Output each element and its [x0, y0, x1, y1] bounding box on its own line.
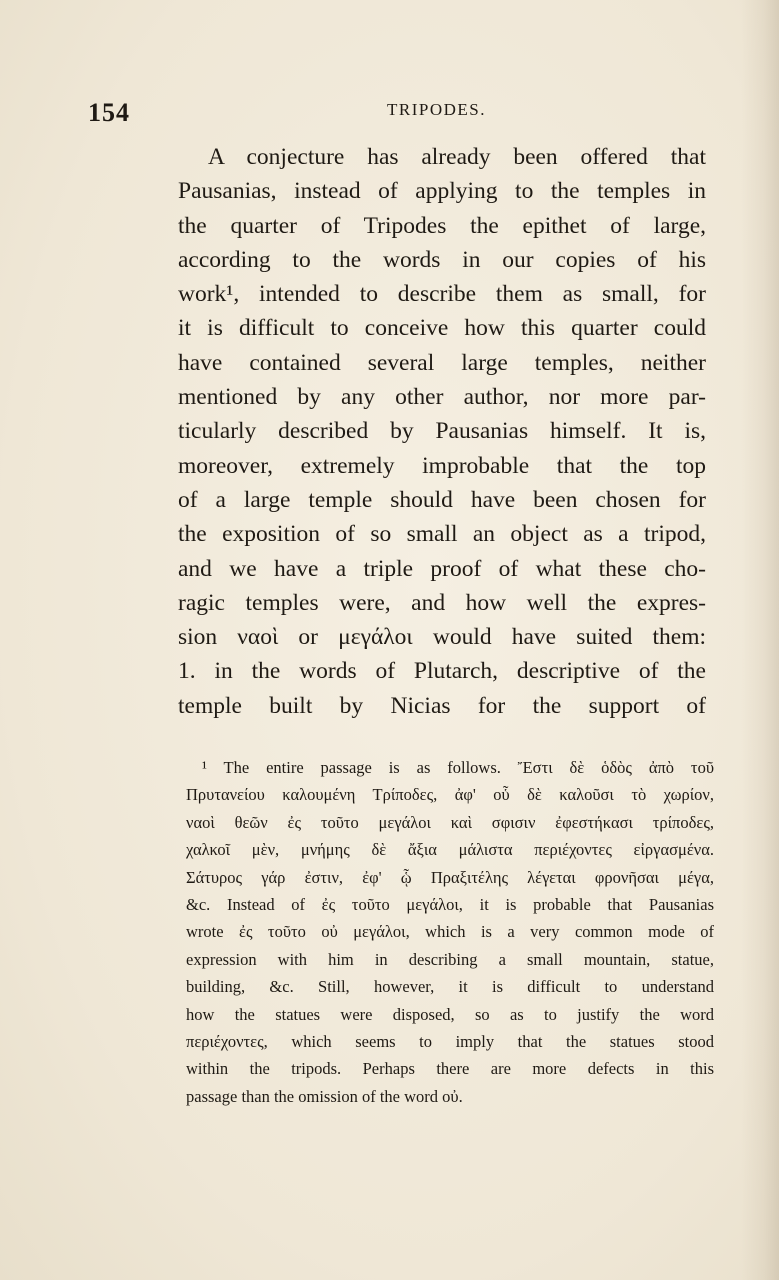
footnote-line: expression with him in describing a small mountain, statue, [186, 949, 714, 969]
body-line: temple built by Nicias for the support of [178, 692, 706, 719]
footnote-line: Σάτυρος γάρ ἐστιν, ἐφ' ᾧ Πραξιτέλης λέγεται φρονῆσαι μέγα, [186, 867, 714, 887]
body-line: ragic temples were, and how well the expres- [178, 589, 706, 616]
body-line: according to the words in our copies of his [178, 246, 706, 273]
body-line: Pausanias, instead of applying to the temples in [178, 178, 706, 205]
footnote-line: within the tripods. Perhaps there are more defects in this [186, 1059, 714, 1079]
footnote-line: how the statues were disposed, so as to justify the word [186, 1004, 714, 1024]
running-head: TRIPODES. [387, 100, 486, 119]
body-line: 1. in the words of Plutarch, descriptive of the [178, 658, 706, 685]
body-line: moreover, extremely improbable that the top [178, 452, 706, 479]
body-line: of a large temple should have been chosen for [178, 486, 706, 513]
footnote-line: περιέχοντες, which seems to imply that the statues stood [186, 1031, 714, 1051]
body-line: have contained several large temples, neither [178, 349, 706, 376]
body-line: work¹, intended to describe them as small, for [178, 281, 706, 308]
main-text [178, 140, 706, 723]
body-line: mentioned by any other author, nor more par- [178, 384, 706, 411]
footnote-line: ¹ The entire passage is as follows. Ἔστι δὲ ὁδὸς ἀπὸ τοῦ [202, 758, 714, 777]
footnote-line: Πρυτανείου καλουμένη Τρίποδες, ἀφ' οὗ δὲ καλοῦσι τὸ χωρίον, [186, 785, 714, 805]
footnote-line: χαλκοῖ μὲν, μνήμης δὲ ἄξια μάλιστα περιέχοντες εἰργασμένα. [186, 840, 714, 860]
footnote-line: passage than the omission of the word οὐ. [186, 1086, 463, 1106]
body-line: the exposition of so small an object as a tripod, [178, 521, 706, 548]
footnote [186, 754, 714, 1110]
footnote-line: ναοὶ θεῶν ἐς τοῦτο μεγάλοι καὶ σφισιν ἐφεστήκασι τρίποδες, [186, 812, 714, 832]
body-line: ticularly described by Pausanias himself. It is, [178, 418, 706, 445]
page-edge-shadow [741, 0, 779, 1280]
body-line: sion ναοὶ or μεγάλοι would have suited them: [178, 624, 706, 651]
page-number: 154 [88, 98, 130, 127]
footnote-line: wrote ἐς τοῦτο οὐ μεγάλοι, which is a very common mode of [186, 922, 714, 942]
body-line: it is difficult to conceive how this quarter could [178, 315, 706, 342]
body-line: the quarter of Tripodes the epithet of large, [178, 212, 706, 239]
body-line: A conjecture has already been offered that [208, 144, 706, 170]
body-line: and we have a triple proof of what these cho- [178, 555, 706, 582]
footnote-line: building, &c. Still, however, it is difficult to understand [186, 977, 714, 997]
footnote-line: &c. Instead of ἐς τοῦτο μεγάλοι, it is probable that Pausanias [186, 894, 714, 914]
